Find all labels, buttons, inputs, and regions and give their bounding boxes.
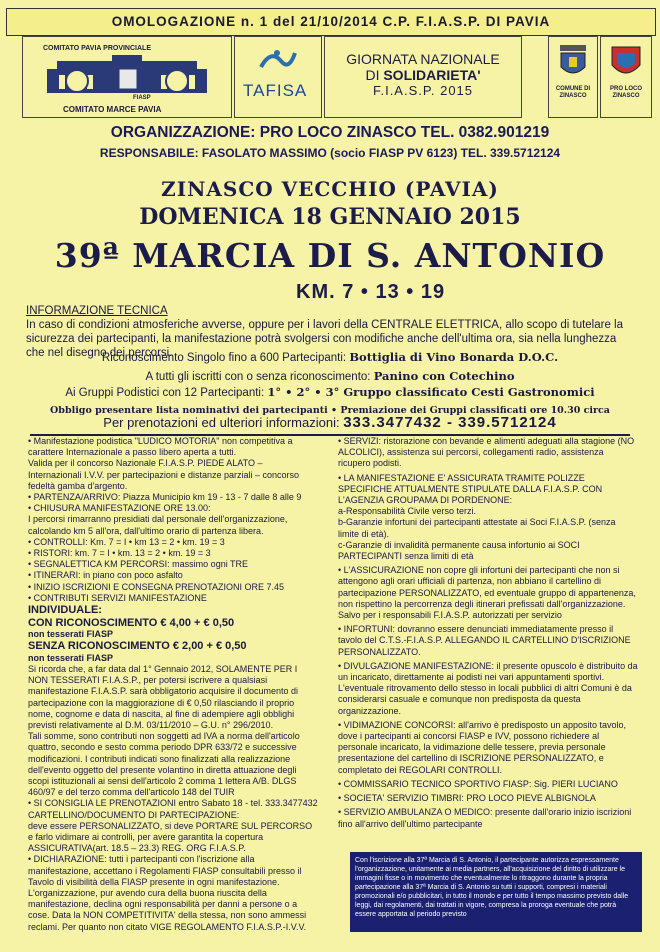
booking-phones: 333.3477432 - 339.5712124 [343,414,557,431]
fee-heading: INDIVIDUALE: [28,604,102,617]
right-column [338,436,638,830]
prize-single [0,350,660,365]
giornata-solidarieta: SOLIDARIETA' [383,67,481,83]
image-rights-box: Con l'iscrizione alla 37ª Marcia di S. Antonio, il partecipante autorizza espressamente l'organizzazione, unitamente ai media partners, all'acquisizione del diritto di utilizzare le immagini fisse o in movimento che eventualmente lo ritraggono durante la propria partecipazione alla 37ª Marcia di S. Antonio su tutti i supporti, compresi i materiali promozionali e/o pubblicitari, in tutto il mondo e per tutto il tempo massimo previsto dalle leggi, dai regolamenti, dai trattati in vigore, compresa la proroga eventuale che potrà essere apportata al periodo previsto [350,852,642,932]
comune-label: COMUNE DI ZINASCO [555,86,591,99]
right-item: • L'ASSICURAZIONE non copre gli infortuni dei partecipanti che non si attengono agli orari ufficiali di partenza, non abbiano il cartellino di partecipazione PERSONALIZZATO, ed eventuale gruppo di appartenenza, non rispettino la percorrenza degli itinerari prefissati dall'organizzazione. Salvo per i responsabili F.I.A.S.P. autorizzati per servizio [338,565,636,621]
left-item: Valida per il concorso Nazionale F.I.A.S.P. PIEDE ALATO – Internazionali I.V.V. per partecipazioni e distanze parziali – concorso fedeltà gamba d'argento. [28,458,299,491]
prize-all [0,369,660,384]
left-item: • CONTROLLI: Km. 7 = I • km 13 = 2 • km. 19 = 3 [28,536,225,547]
tafisa-logo [234,36,322,118]
left-item: • SI CONSIGLIA LE PRENOTAZIONI entro Sabato 18 - tel. 333.3477432 [28,798,318,809]
left-item: • CHIUSURA MANIFESTAZIONE ORE 13.00: [28,503,211,514]
booking-line [0,416,660,430]
left-item: deve essere PERSONALIZZATO, si deve PORTARE SUL PERCORSO e farlo vidimare ai controlli, per avere garantita la copertura ASSICURATIVA(art. 18.5 – 23.3) REG. ORG F.I.A.S.P. [28,820,313,854]
proloco-shield-icon [609,43,643,81]
right-item: • INFORTUNI: dovranno essere denunciati immediatamente presso il tavolo del C.T.S.-F.I.A.S.P. ALLEGANDO IL CARTELLINO D'ISCRIZIONE PERSONALIZZATO. [338,624,631,657]
info-text: In caso di condizioni atmosferiche avverse, oppure per i lavori della CENTRALE ELETTRICA, allo scopo di tutelare la sicurezza dei partecipanti, la manifestazione potrà svolgersi con modifiche anche dell'ultima ora, sia nella lunghezza che nel disegno dei percorsi. [26,319,624,359]
coat-of-arms-icon [558,43,588,81]
giornata-line1: GIORNATA NAZIONALE [346,51,500,67]
prize-groups-value: 1° • 2° • 3° Gruppo classificato Cesti Gastronomici [267,385,595,399]
proloco-logo [600,36,652,118]
comitato-top-label: COMITATO PAVIA PROVINCIALE [43,45,151,52]
tafisa-label: TAFISA [243,81,308,100]
right-item: • COMMISSARIO TECNICO SPORTIVO FIASP: Sig. PIERI LUCIANO [338,778,618,789]
left-item: • PARTENZA/ARRIVO: Piazza Municipio km 19 - 13 - 7 dalle 8 alle 9 [28,492,302,503]
date-heading: DOMENICA 18 GENNAIO 2015 [139,204,521,230]
right-item: b-Garanzie infortuni dei partecipanti attestate ai Soci F.I.A.S.P. (senza limite di età). [338,517,616,539]
left-item: CARTELLINO/DOCUMENTO DI PARTECIPAZIONE: [28,809,240,820]
logos-row [22,36,652,116]
info-heading: INFORMAZIONE TECNICA [26,305,168,317]
right-item: • SERVIZI: ristorazione con bevande e alimenti adeguati alla stagione (NO ALCOLICI), assistenza sui percorsi, collegamenti radio, assistenza ricupero podisti. [338,436,635,469]
left-item: • Manifestazione podistica "LUDICO MOTORIA" non competitiva a carattere Internazionale a passo libero aperta a tutti. [28,436,293,458]
prize-all-label: A tutti gli iscritti con o senza riconoscimento: [145,371,374,383]
prize-groups [0,385,660,400]
left-item: I percorsi rimarranno presidiati dal personale dell'organizzazione, calcolando km 5 all'ora, dall'ultimo orario di partenza libera. [28,514,288,536]
left-item: Tali somme, sono contributi non soggetti ad IVA a norma dell'articolo quattro, secondo e sesto comma periodo DPR 633/72 e successive modificazioni. I contributi indicati sono finalizzati alla realizzazione dell'evento oggetto del presente volantino in diretta attuazione degli scopi istituzionali ai sensi dell'articolo 2 comma 1 lettera A/B. DLGS 460/97 e del terzo comma dell'articolo 148 del TUIR [28,731,300,798]
comitato-logo [22,36,232,118]
giornata-box [324,36,522,118]
distances: KM. 7 • 13 • 19 [296,281,446,303]
proloco-label: PRO LOCO ZINASCO [609,86,642,99]
right-item: • SERVIZIO AMBULANZA O MEDICO: presente dall'orario inizio iscrizioni fino all'arrivo dell'ultimo partecipante [338,807,632,829]
left-item: • SEGNALETTICA KM PERCORSI: massimo ogni TRE [28,559,249,570]
building-icon [37,55,217,99]
comitato-bottom-label: COMITATO MARCE PAVIA [63,105,162,114]
tafisa-wave-icon [257,47,297,77]
left-item: • INIZIO ISCRIZIONI E CONSEGNA PRENOTAZIONI ORE 7.45 [28,581,285,592]
left-item: • RISTORI: km. 7 = I • km. 13 = 2 • km. 19 = 3 [28,548,211,559]
prize-single-label: Riconoscimento Singolo fino a 600 Partecipanti: [101,352,350,364]
location-heading: ZINASCO VECCHIO (PAVIA) [161,177,499,201]
right-item: a-Responsabilità Civile verso terzi. [338,506,477,517]
booking-label: Per prenotazioni ed ulteriori informazioni: [103,415,344,430]
fee-with-prize: CON RICONOSCIMENTO € 4,00 + € 0,50 [28,616,235,629]
groups-note: Obbligo presentare lista nominativi dei partecipanti • Premiazione dei Gruppi classificati ore 10.30 circa [50,405,610,416]
responsabile-line: RESPONSABILE: FASOLATO MASSIMO (socio FIASP PV 6123) TEL. 339.5712124 [99,146,561,160]
comune-logo [548,36,598,118]
right-item: • LA MANIFESTAZIONE E' ASSICURATA TRAMITE POLIZZE SPECIFICHE ATTUALMENTE STIPULATE DALLA F.I.A.S.P. CON L'AGENZIA GROUPAMA DI PORDENONE: [338,472,603,506]
giornata-di: DI [365,67,384,83]
left-column [28,436,318,933]
left-item: • ITINERARI: in piano con poco asfalto [28,570,183,581]
prize-groups-label: Ai Gruppi Podistici con 12 Partecipanti: [65,387,268,399]
prize-single-value: Bottiglia di Vino Bonarda D.O.C. [349,350,559,364]
fiasp-label: FIASP [133,95,151,101]
giornata-line3: F.I.A.S.P. 2015 [372,83,474,98]
left-item: Si ricorda che, a far data dal 1° Gennaio 2012, SOLAMENTE PER I NON TESSERATI F.I.A.S.P., per potersi iscrivere a qualsiasi manifestazione F.I.A.S.P. sarà obbligatorio acquisire il documento di partecipazione con la maggiorazione di € 0,50 rilasciando il proprio nome, cognome e data di nascita, al fine di adempiere agli obblighi previsti relativamente al D.M. 03/11/2010 – G.U. n° 296/2010. [28,663,298,730]
giornata-line2 [325,67,521,83]
right-item: c-Garanzie di invalidità permanente causa infortunio ai SOCI PARTECIPANTI senza limiti di età [338,539,580,562]
fee-note: non tesserati FIASP [28,652,114,663]
organizzazione-line: ORGANIZZAZIONE: PRO LOCO ZINASCO TEL. 0382.901219 [110,124,550,141]
prize-all-value: Panino con Cotechino [373,369,515,383]
right-item: • VIDIMAZIONE CONCORSI: all'arrivo è predisposto un apposito tavolo, dove i partecipanti ai concorsi FIASP e IVV, possono richiedere al personale incaricato, la vidimazione delle tessere, previa personale presentazione del cartellino di ISCRIZIONE PERSONALIZZATO, e completato dei REGOLARI CONTROLLI. [338,719,626,775]
fee-without-prize: SENZA RICONOSCIMENTO € 2,00 + € 0,50 [28,640,247,653]
right-item: • SOCIETA' SERVIZIO TIMBRI: PRO LOCO PIEVE ALBIGNOLA [338,793,596,804]
left-item: • DICHIARAZIONE: tutti i partecipanti con l'iscrizione alla manifestazione, accettano i Regolamenti FIASP consultabili presso il Tavolo di visibilità della FIASP presente in ogni manifestazione. L'organizzazione, pur avendo cura della buona riuscita della manifestazione, declina ogni responsabilità per danni a persone o a cose. Data la NON COMPETITIVITA' della stessa, non sono ammessi reclami. Per quanto non citato VIGE REGOLAMENTO F.I.A.S.P.-I.V.V. [28,854,307,932]
left-item: • CONTRIBUTI SERVIZI MANIFESTAZIONE [28,592,207,603]
homologation-banner: OMOLOGAZIONE n. 1 del 21/10/2014 C.P. F.I.A.S.P. DI PAVIA [6,8,656,36]
right-item: • DIVULGAZIONE MANIFESTAZIONE: il presente opuscolo è distribuito da un incaricato, direttamente ai podisti nei vari appuntamenti sportivi. L'eventuale ritrovamento dello stesso in locali pubblici di altri Comuni è da considerarsi casuale e comunque non predisposta da questa organizzazione. [338,660,638,716]
event-title: 39ª MARCIA DI S. ANTONIO [54,236,606,275]
fee-note: non tesserati FIASP [28,629,114,640]
